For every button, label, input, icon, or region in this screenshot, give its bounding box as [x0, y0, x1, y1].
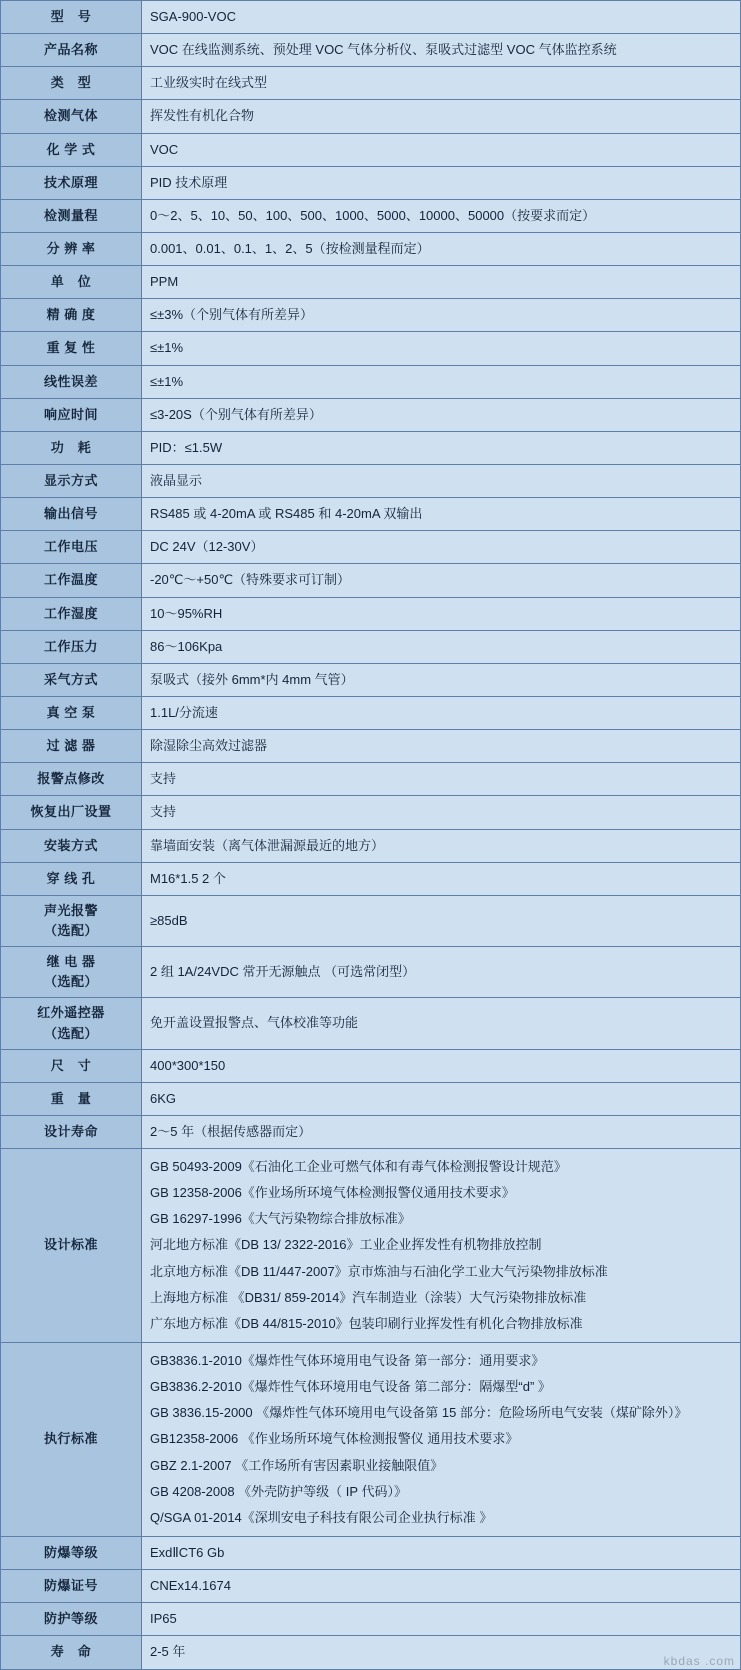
row-label [1, 998, 142, 1049]
row-value-line: 6KG [150, 1090, 177, 1106]
row-value-line: 工业级实时在线式型 [150, 75, 268, 91]
row-value-line: ≥85dB [150, 912, 188, 928]
row-label [1, 1603, 142, 1636]
row-label [1, 431, 142, 464]
row-value-line: 泵吸式（接外 6mm*内 4mm 气管） [150, 671, 354, 687]
table-row [1, 166, 741, 199]
row-label-line: 真 空 泵 [46, 704, 96, 720]
row-value [142, 498, 741, 531]
row-value-line: GB12358-2006 《作业场所环境气体检测报警仪 通用技术要求》 [150, 1431, 519, 1447]
row-value [142, 998, 741, 1049]
row-value [142, 564, 741, 597]
row-value-line: 免开盖设置报警点、气体校准等功能 [150, 1015, 359, 1031]
row-value-line: Q/SGA 01-2014《深圳安电子科技有限公司企业执行标准 》 [150, 1509, 493, 1525]
row-value [142, 133, 741, 166]
table-row [1, 365, 741, 398]
row-label-line: 声光报警 [43, 902, 98, 918]
row-label-line: 设计寿命 [43, 1123, 98, 1139]
row-label [1, 829, 142, 862]
row-label [1, 1343, 142, 1537]
row-label [1, 498, 142, 531]
row-label [1, 947, 142, 998]
table-row [1, 663, 741, 696]
row-label [1, 1115, 142, 1148]
row-value-line: SGA-900-VOC [150, 9, 236, 24]
row-label-line: 安装方式 [43, 837, 98, 853]
row-value [142, 1343, 741, 1537]
row-label [1, 1537, 142, 1570]
row-label [1, 100, 142, 133]
table-row [1, 895, 741, 946]
row-value [142, 266, 741, 299]
row-value [142, 1, 741, 34]
table-row [1, 232, 741, 265]
row-value-line: 2 组 1A/24VDC 常开无源触点 （可选常闭型） [150, 964, 416, 980]
table-row [1, 630, 741, 663]
row-value-line: 上海地方标准 《DB31/ 859-2014》汽车制造业（涂装）大气污染物排放标准 [150, 1289, 587, 1305]
row-value-line: 除湿除尘高效过滤器 [150, 738, 268, 754]
row-label-line: （选配） [43, 974, 98, 990]
row-label-line: 报警点修改 [37, 771, 105, 787]
row-value [142, 630, 741, 663]
row-label [1, 1636, 142, 1669]
row-label-line: 尺 寸 [50, 1057, 92, 1073]
row-label-line: 显示方式 [43, 472, 98, 488]
row-value [142, 597, 741, 630]
row-label-line: （选配） [43, 922, 98, 938]
row-value-line: GBZ 2.1-2007 《工作场所有害因素职业接触限值》 [150, 1457, 444, 1473]
row-value-line: IP65 [150, 1611, 177, 1627]
table-row [1, 597, 741, 630]
row-label [1, 730, 142, 763]
row-value-line: GB 3836.15-2000 《爆炸性气体环境用电气设备第 15 部分：危险场所电气安装（煤矿除外）》 [150, 1405, 688, 1421]
table-row [1, 67, 741, 100]
row-value-line: 400*300*150 [150, 1057, 226, 1073]
row-label-line: 寿 命 [50, 1644, 92, 1660]
row-label-line: 输出信号 [43, 506, 98, 522]
row-value [142, 947, 741, 998]
row-label [1, 299, 142, 332]
row-label [1, 1149, 142, 1343]
row-value-line: RS485 或 4-20mA 或 RS485 和 4-20mA 双输出 [150, 506, 423, 522]
row-value [142, 796, 741, 829]
row-value [142, 1149, 741, 1343]
row-label [1, 1, 142, 34]
row-value-line: 北京地方标准《DB 11/447-2007》京市炼油与石油化学工业大气污染物排放标准 [150, 1263, 608, 1279]
row-label-line: 功 耗 [50, 439, 92, 455]
table-row [1, 829, 741, 862]
table-row [1, 100, 741, 133]
table-row [1, 696, 741, 729]
row-label-line: 工作压力 [43, 638, 98, 654]
table-row [1, 730, 741, 763]
row-value [142, 663, 741, 696]
table-row [1, 1537, 741, 1570]
table-row [1, 1049, 741, 1082]
row-label-line: 产品名称 [43, 42, 98, 58]
row-value-line: -20℃～+50℃（特殊要求可订制） [150, 572, 351, 588]
row-label-line: 工作温度 [43, 572, 98, 588]
row-label [1, 464, 142, 497]
row-value-line: 挥发性有机化合物 [150, 108, 255, 124]
row-value [142, 1603, 741, 1636]
row-value [142, 763, 741, 796]
row-label [1, 199, 142, 232]
row-label [1, 895, 142, 946]
row-value [142, 531, 741, 564]
row-value [142, 1049, 741, 1082]
row-value-line: 86～106Kpa [150, 638, 223, 654]
table-row [1, 266, 741, 299]
row-value [142, 1636, 741, 1669]
row-label [1, 34, 142, 67]
row-label [1, 763, 142, 796]
table-row [1, 498, 741, 531]
table-row [1, 34, 741, 67]
row-value [142, 67, 741, 100]
row-value [142, 299, 741, 332]
row-value-line: 河北地方标准《DB 13/ 2322-2016》工业企业挥发性有机物排放控制 [150, 1237, 542, 1253]
row-value [142, 730, 741, 763]
row-label [1, 332, 142, 365]
row-label-line: 技术原理 [43, 174, 98, 190]
row-label-line: 执行标准 [43, 1431, 98, 1447]
row-label-line: 单 位 [50, 274, 92, 290]
row-value [142, 398, 741, 431]
row-label-line: 分 辨 率 [46, 240, 96, 256]
watermark-text: kbdas .com [663, 1653, 735, 1668]
row-value-line: ≤3-20S（个别气体有所差异） [150, 406, 322, 422]
row-value-line: 1.1L/分流速 [150, 704, 218, 720]
row-value [142, 1570, 741, 1603]
row-value-line: PPM [150, 274, 179, 290]
table-row [1, 1636, 741, 1669]
table-row [1, 1115, 741, 1148]
row-label-line: 穿 线 孔 [46, 870, 96, 886]
table-row [1, 564, 741, 597]
row-label-line: 线性误差 [43, 373, 98, 389]
row-value-line: ExdⅡCT6 Gb [150, 1545, 225, 1561]
row-value [142, 829, 741, 862]
table-row [1, 1, 741, 34]
row-label-line: 检测气体 [43, 108, 98, 124]
table-row [1, 796, 741, 829]
row-value [142, 1115, 741, 1148]
row-label-line: 精 确 度 [46, 307, 96, 323]
row-value-line: PID：≤1.5W [150, 439, 223, 455]
row-value [142, 232, 741, 265]
table-row [1, 947, 741, 998]
row-value [142, 464, 741, 497]
row-label [1, 1049, 142, 1082]
table-row [1, 1343, 741, 1537]
row-value [142, 862, 741, 895]
row-label-line: 设计标准 [43, 1237, 98, 1253]
table-row [1, 1082, 741, 1115]
table-row [1, 332, 741, 365]
row-value [142, 365, 741, 398]
row-value [142, 431, 741, 464]
row-label-line: 继 电 器 [46, 954, 96, 970]
table-row [1, 133, 741, 166]
table-body [1, 1, 741, 1670]
row-label [1, 1082, 142, 1115]
row-value-line: 10～95%RH [150, 605, 223, 621]
row-label [1, 365, 142, 398]
row-label-line: 恢复出厂设置 [30, 804, 112, 820]
row-value-line: GB3836.1-2010《爆炸性气体环境用电气设备 第一部分：通用要求》 [150, 1353, 545, 1369]
row-label [1, 630, 142, 663]
row-value-line: ≤±1% [150, 340, 184, 356]
table-row [1, 398, 741, 431]
row-label-line: 采气方式 [43, 671, 98, 687]
row-value-line: 靠墙面安装（离气体泄漏源最近的地方） [150, 837, 385, 853]
row-label [1, 232, 142, 265]
row-label [1, 67, 142, 100]
row-value-line: 2～5 年（根据传感器而定） [150, 1123, 312, 1139]
row-value-line: 广东地方标准《DB 44/815-2010》包装印刷行业挥发性有机化合物排放标准 [150, 1315, 583, 1331]
row-label-line: 工作湿度 [43, 605, 98, 621]
row-label [1, 663, 142, 696]
row-value [142, 166, 741, 199]
row-label [1, 398, 142, 431]
row-label [1, 531, 142, 564]
row-value [142, 34, 741, 67]
row-label [1, 796, 142, 829]
row-label [1, 266, 142, 299]
row-value [142, 1537, 741, 1570]
row-label-line: 检测量程 [43, 207, 98, 223]
row-value-line: DC 24V（12-30V） [150, 539, 264, 555]
row-value-line: GB 4208-2008 《外壳防护等级（ IP 代码）》 [150, 1483, 407, 1499]
row-label-line: 防护等级 [43, 1611, 98, 1627]
row-label-line: 重 复 性 [46, 340, 96, 356]
row-label-line: 防爆等级 [43, 1545, 98, 1561]
table-row [1, 1570, 741, 1603]
row-value [142, 332, 741, 365]
row-label [1, 133, 142, 166]
row-value-line: PID 技术原理 [150, 174, 228, 190]
row-label-line: 工作电压 [43, 539, 98, 555]
row-label-line: 过 滤 器 [46, 738, 96, 754]
row-label-line: 响应时间 [43, 406, 98, 422]
row-value-line: CNEx14.1674 [150, 1578, 231, 1594]
row-value [142, 696, 741, 729]
row-label-line: 型 号 [50, 9, 92, 24]
row-label [1, 1570, 142, 1603]
row-value [142, 100, 741, 133]
table-row [1, 464, 741, 497]
row-value [142, 199, 741, 232]
row-value-line: VOC 在线监测系统、预处理 VOC 气体分析仪、泵吸式过滤型 VOC 气体监控系统 [150, 42, 617, 58]
row-value-line: GB 50493-2009《石油化工企业可燃气体和有毒气体检测报警设计规范》 [150, 1159, 567, 1175]
row-label-line: 化 学 式 [46, 141, 96, 157]
row-value-line: 0.001、0.01、0.1、1、2、5（按检测量程而定） [150, 240, 430, 256]
row-value-line: 支持 [150, 804, 177, 820]
row-label-line: （选配） [43, 1025, 98, 1041]
row-label [1, 564, 142, 597]
row-value-line: ≤±3%（个别气体有所差异） [150, 307, 314, 323]
row-label-line: 重 量 [50, 1090, 92, 1106]
row-value-line: GB3836.2-2010《爆炸性气体环境用电气设备 第二部分：隔爆型“d” 》 [150, 1379, 551, 1395]
row-label-line: 防爆证号 [43, 1578, 98, 1594]
row-value-line: ≤±1% [150, 373, 184, 389]
row-value-line: VOC [150, 141, 179, 157]
row-value-line: 2-5 年 [150, 1644, 186, 1660]
row-value [142, 1082, 741, 1115]
table-row [1, 431, 741, 464]
row-label [1, 597, 142, 630]
row-value-line: M16*1.5 2 个 [150, 870, 226, 886]
row-value-line: GB 16297-1996《大气污染物综合排放标准》 [150, 1211, 411, 1227]
row-value-line: 支持 [150, 771, 177, 787]
row-label [1, 696, 142, 729]
table-row [1, 531, 741, 564]
row-label [1, 166, 142, 199]
row-value-line: 0～2、5、10、50、100、500、1000、5000、10000、50000（按要求而定） [150, 207, 596, 223]
table-row [1, 1149, 741, 1343]
table-row [1, 763, 741, 796]
row-label-line: 红外遥控器 [37, 1005, 105, 1021]
row-value-line: 液晶显示 [150, 472, 203, 488]
table-row [1, 199, 741, 232]
table-row [1, 998, 741, 1049]
table-row [1, 862, 741, 895]
row-label [1, 862, 142, 895]
table-row [1, 1603, 741, 1636]
row-value-line: GB 12358-2006《作业场所环境气体检测报警仪通用技术要求》 [150, 1185, 515, 1201]
row-label-line: 类 型 [50, 75, 92, 91]
table-row [1, 299, 741, 332]
row-value [142, 895, 741, 946]
